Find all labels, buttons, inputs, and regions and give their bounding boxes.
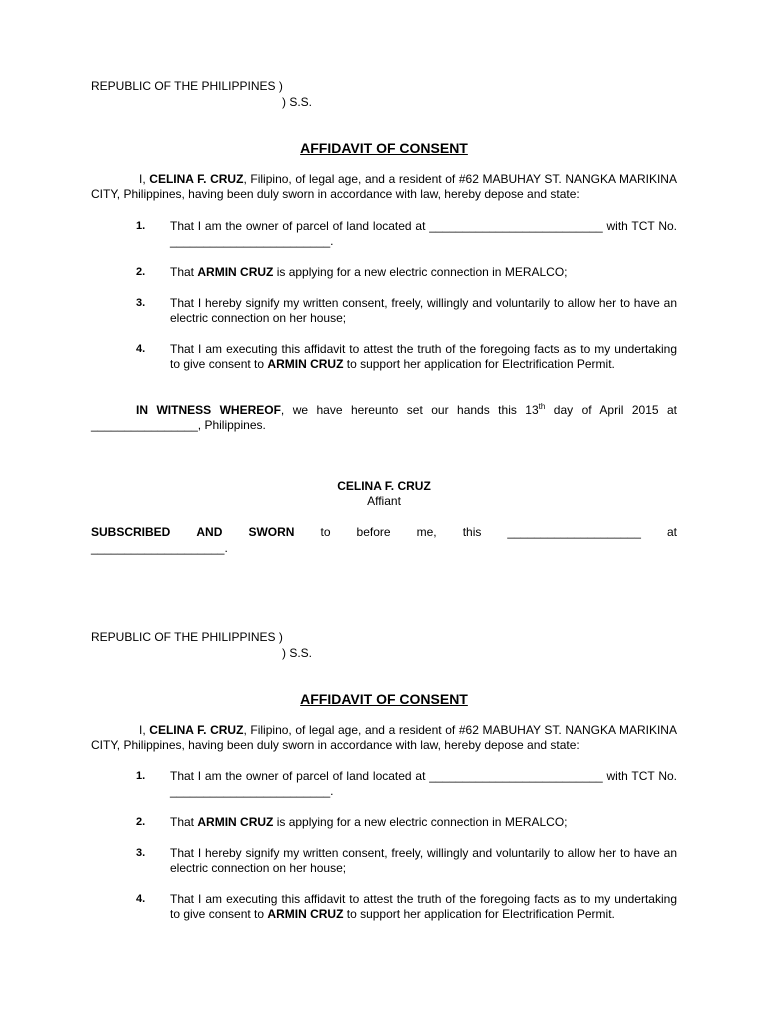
affiant-name: CELINA F. CRUZ: [149, 723, 244, 737]
list-item: 4. That I am executing this affidavit to attest the truth of the foregoing facts as to my undertaking to give consent to ARMIN CRUZ to support her application for Electrification Permit.: [136, 892, 677, 921]
list-item: 2. That ARMIN CRUZ is applying for a new electric connection in MERALCO;: [136, 265, 568, 279]
list-item: 4. That I am executing this affidavit to attest the truth of the foregoing facts as to my undertaking to give consent to ARMIN CRUZ to support her application for Electrification Permit.: [136, 342, 677, 371]
item-number: 2.: [136, 266, 146, 278]
document-title: AFFIDAVIT OF CONSENT: [300, 140, 468, 156]
subscribed-blank: ____________________.: [91, 541, 228, 555]
venue-republic: REPUBLIC OF THE PHILIPPINES ): [91, 79, 283, 93]
list-item: 2. That ARMIN CRUZ is applying for a new electric connection in MERALCO;: [136, 815, 568, 829]
statement-list: [91, 219, 677, 372]
signature-role: Affiant: [367, 494, 401, 508]
list-item: 1. That I am the owner of parcel of land located at __________________________ with TCT No. ________________________.: [136, 769, 677, 798]
item-number: 3.: [136, 297, 146, 309]
signature-name: CELINA F. CRUZ: [337, 479, 431, 493]
statement-list: [91, 769, 677, 922]
list-item: 1. That I am the owner of parcel of land located at __________________________ with TCT No. ________________________.: [136, 219, 677, 248]
item-number: 2.: [136, 816, 146, 828]
item-number: 1.: [136, 770, 146, 782]
venue-republic: REPUBLIC OF THE PHILIPPINES ): [91, 630, 283, 644]
intro-paragraph: I, CELINA F. CRUZ, Filipino, of legal age, and a resident of #62 MABUHAY ST. NANGKA MARIKINA CITY, Philippines, having been duly sworn in accordance with law, hereby depose and state:: [91, 723, 677, 752]
list-item: 3. That I hereby signify my written consent, freely, willingly and voluntarily to allow her to have an electric connection on her house;: [136, 846, 677, 875]
item-number: 3.: [136, 847, 146, 859]
venue-ss: ) S.S.: [282, 95, 313, 109]
item-number: 1.: [136, 220, 146, 232]
list-item: 3. That I hereby signify my written consent, freely, willingly and voluntarily to allow her to have an electric connection on her house;: [136, 296, 677, 325]
document-title: AFFIDAVIT OF CONSENT: [300, 691, 468, 707]
item-number: 4.: [136, 893, 146, 905]
item-number: 4.: [136, 343, 146, 355]
subscribed-line: SUBSCRIBED AND SWORN to before me, this ____________________ at: [91, 525, 677, 539]
witness-paragraph: IN WITNESS WHEREOF, we have hereunto set our hands this 13th day of April 2015 at ________________, Philippines.: [91, 402, 678, 432]
affiant-name: CELINA F. CRUZ: [149, 172, 244, 186]
intro-paragraph: I, CELINA F. CRUZ, Filipino, of legal age, and a resident of #62 MABUHAY ST. NANGKA MARIKINA CITY, Philippines, having been duly sworn in accordance with law, hereby depose and state:: [91, 172, 677, 201]
venue-ss: ) S.S.: [282, 646, 313, 660]
